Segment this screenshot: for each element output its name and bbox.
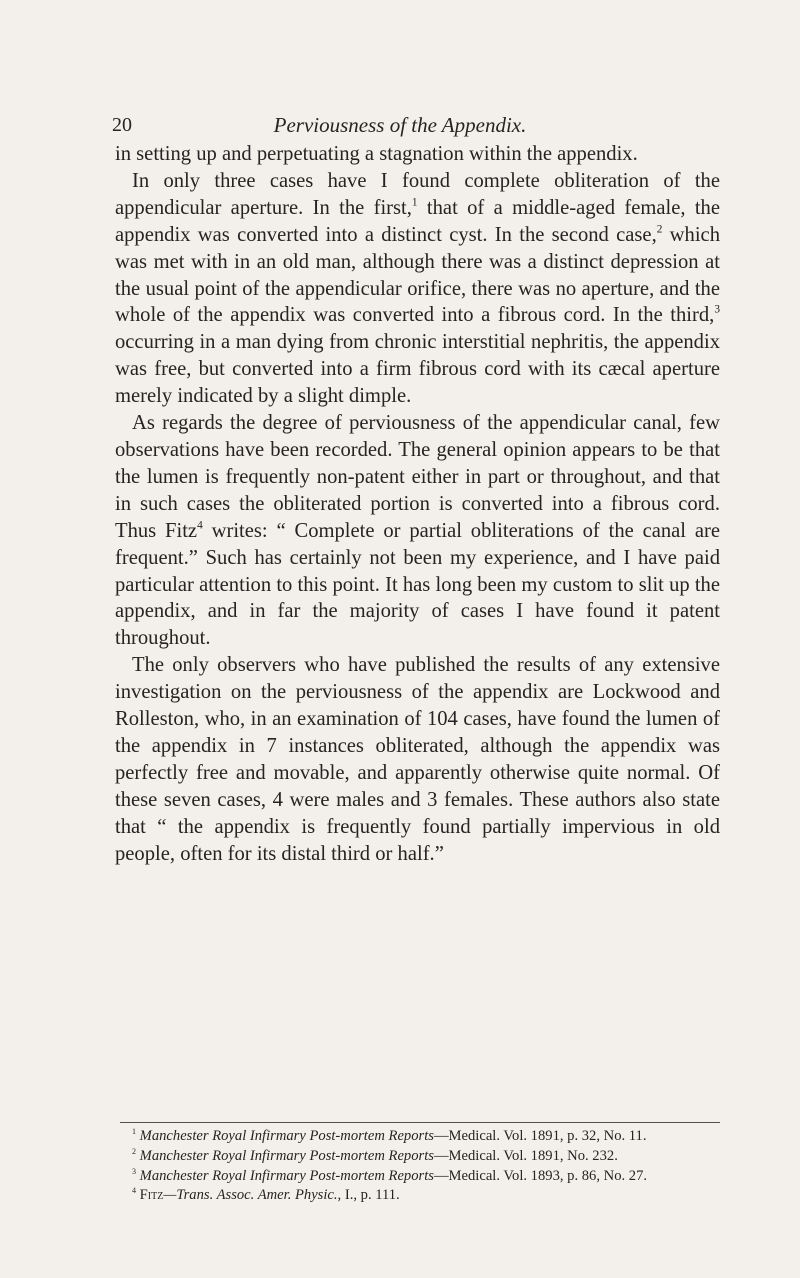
footnote-ref-3: 3 <box>714 303 720 316</box>
footnote-3 <box>115 1167 720 1187</box>
footnote-ref-2: 2 <box>656 223 663 236</box>
page-header <box>0 110 800 140</box>
footnote-2 <box>115 1147 720 1167</box>
body-text <box>115 141 720 867</box>
paragraph-4 <box>115 652 720 867</box>
footnote-3-detail: —Medical. Vol. 1893, p. 86, No. 27. <box>433 1167 648 1184</box>
footnote-4-detail: , I., p. 111. <box>337 1187 400 1204</box>
paragraph-3-text-b: writes: “ Complete or partial obliterations of the canal are frequent.” Such has certainly not been my experience, and I have paid particular attention to this point. It has long been my custom to slit up the appendix, and in far the majority of cases I have found it patent throughout. <box>115 519 721 650</box>
footnote-1-source: Manchester Royal Infirmary Post-mortem Reports <box>139 1128 434 1144</box>
footnote-mark-1: 1 <box>132 1126 137 1136</box>
footnote-ref-1: 1 <box>411 196 418 209</box>
footnotes <box>115 1127 720 1206</box>
footnote-mark-3: 3 <box>132 1166 137 1176</box>
paragraph-1-text: in setting up and perpetuating a stagnation within the appendix. <box>115 143 638 165</box>
paragraph-2-text-a: In only three cases have I found complete obliteration of the appendicular aperture. In the first, <box>115 169 720 219</box>
paragraph-2-text-b: that of a middle-aged female, the appendix was converted into a distinct cyst. In the second case, <box>115 196 720 246</box>
footnote-4-source: —Trans. Assoc. Amer. Physic. <box>163 1187 338 1204</box>
footnote-mark-4: 4 <box>132 1186 137 1196</box>
footnote-mark-2: 2 <box>132 1146 137 1156</box>
footnote-2-detail: —Medical. Vol. 1891, No. 232. <box>433 1147 618 1164</box>
footnote-4-author: Fitz <box>139 1187 164 1204</box>
paragraph-2-text-d: occurring in a man dying from chronic interstitial nephritis, the appendix was free, but converted into a firm fibrous cord with its cæcal aperture merely indicated by a slight dimple. <box>115 331 720 408</box>
paragraph-4-text: The only observers who have published the results of any extensive investigation on the perviousness of the appendix are Lockwood and Rolleston, who, in an examination of 104 cases, have found the lumen of the appendix in 7 instances obliterated, although the appendix was perfectly free and movable, and apparently otherwise quite normal. Of these seven cases, 4 were males and 3 females. These authors also state that “ the appendix is frequently found partially impervious in old people, often for its distal third or half.” <box>115 654 720 865</box>
paragraph-3-text-a: As regards the degree of perviousness of the appendicular canal, few observations have been recorded. The general opinion appears to be that the lumen is frequently non-patent either in part or throughout, and that in such cases the obliterated portion is converted into a fibrous cord. Thus Fitz <box>115 412 720 542</box>
running-title: Perviousness of the Appendix. <box>273 113 527 137</box>
paragraph-3 <box>115 410 720 652</box>
paragraph-2 <box>115 168 720 410</box>
paragraph-1 <box>115 141 720 168</box>
page-number: 20 <box>112 114 132 136</box>
footnote-1 <box>115 1127 720 1147</box>
footnote-4 <box>115 1186 720 1206</box>
footnote-2-source: Manchester Royal Infirmary Post-mortem Reports <box>139 1147 434 1164</box>
footnote-ref-4: 4 <box>197 519 203 532</box>
footnote-1-detail: —Medical. Vol. 1891, p. 32, No. 11. <box>433 1128 647 1144</box>
footnote-divider <box>120 1122 720 1123</box>
footnote-3-source: Manchester Royal Infirmary Post-mortem Reports <box>139 1167 434 1184</box>
paragraph-2-text-c: which was met with in an old man, although there was a distinct depression at the usual point of the appendicular orifice, there was no aperture, and the whole of the appendix was converted into a fibrous cord. In the third, <box>115 223 720 327</box>
